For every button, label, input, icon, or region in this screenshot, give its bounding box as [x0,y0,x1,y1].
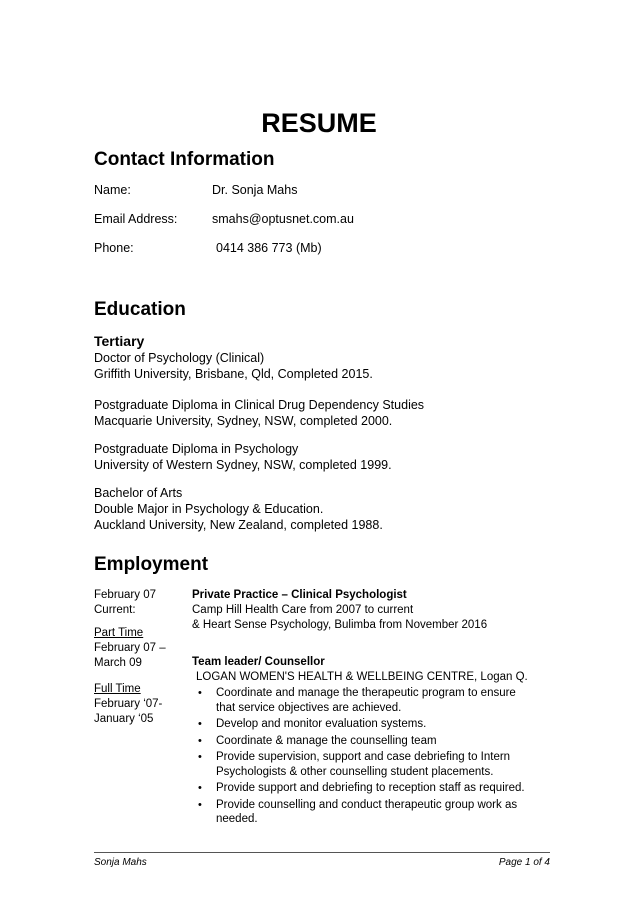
employment-heading: Employment [94,554,209,575]
education-line: Doctor of Psychology (Clinical) [94,351,265,365]
employment-date-private [94,588,156,618]
bullet-icon: • [198,734,202,747]
list-item [192,750,572,779]
list-item [192,734,572,749]
education-line: Double Major in Psychology & Education. [94,502,324,516]
bullet-icon: • [198,751,202,763]
job-line: & Heart Sense Psychology, Bulimba from November 2016 [192,619,488,631]
bullet-icon: • [198,782,202,794]
job-team-leader [192,655,528,685]
duty-line: Coordinate & manage the counselling team [216,734,437,747]
duty-line: that service objectives are achieved. [216,701,402,714]
fulltime-label: Full Time [94,683,141,695]
job-duties-list [192,686,572,829]
contact-phone-value: 0414 386 773 (Mb) [216,241,322,255]
contact-email-label: Email Address: [94,212,178,226]
education-line: Postgraduate Diploma in Psychology [94,442,299,456]
education-line: Bachelor of Arts [94,486,183,500]
contact-heading: Contact Information [94,149,275,170]
footer-page-number: Page 1 of 4 [498,857,550,868]
list-item [192,798,572,827]
contact-email-value: smahs@optusnet.com.au [212,212,354,226]
footer-author: Sonja Mahs [94,857,147,868]
list-item [192,686,572,715]
date-line: January ‘05 [94,713,154,725]
date-line: March 09 [94,657,142,669]
bullet-icon: • [198,798,202,811]
bullet-icon: • [198,718,202,730]
duty-line: Coordinate and manage the therapeutic program to ensure [216,687,516,699]
job-title: Team leader/ Counsellor [192,656,325,668]
list-item [192,781,572,796]
education-line: University of Western Sydney, NSW, completed 1999. [94,458,392,472]
employment-date-fulltime [94,682,162,727]
education-entry-3 [94,441,392,473]
employment-date-parttime [94,626,166,671]
date-line: February 07 – [94,642,166,654]
job-title: Private Practice – Clinical Psychologist [192,589,407,601]
date-line: February 07 [94,589,157,601]
date-line: February ‘07- [94,698,163,710]
education-entry-2 [94,397,424,429]
education-line: Auckland University, New Zealand, completed 1988. [94,518,383,532]
education-line: Postgraduate Diploma in Clinical Drug Dependency Studies [94,398,425,412]
duty-line: Provide supervision, support and case debriefing to Intern [216,751,511,763]
page-title: RESUME [261,108,377,138]
education-heading: Education [94,299,186,320]
contact-phone-label: Phone: [94,241,134,255]
footer-divider [94,852,550,853]
contact-name-value: Dr. Sonja Mahs [212,183,298,197]
duty-line: Psychologists & other counselling student placements. [216,765,494,778]
job-employer: LOGAN WOMEN'S HEALTH & WELLBEING CENTRE, Logan Q. [196,671,528,683]
job-private-practice [192,588,487,633]
duty-line: needed. [216,813,258,825]
duty-line: Provide counselling and conduct therapeutic group work as [216,798,518,811]
job-line: Camp Hill Health Care from 2007 to current [192,604,414,616]
education-line: Macquarie University, Sydney, NSW, completed 2000. [94,414,393,428]
parttime-label: Part Time [94,627,144,639]
date-line: Current: [94,604,136,616]
education-entry-1 [94,350,373,382]
contact-name-label: Name: [94,183,131,197]
bullet-icon: • [198,687,202,699]
list-item [192,717,572,732]
education-subheading: Tertiary [94,333,145,349]
duty-line: Develop and monitor evaluation systems. [216,718,427,730]
education-line: Griffith University, Brisbane, Qld, Completed 2015. [94,367,373,381]
duty-line: Provide support and debriefing to reception staff as required. [216,782,525,794]
education-entry-4 [94,485,383,533]
